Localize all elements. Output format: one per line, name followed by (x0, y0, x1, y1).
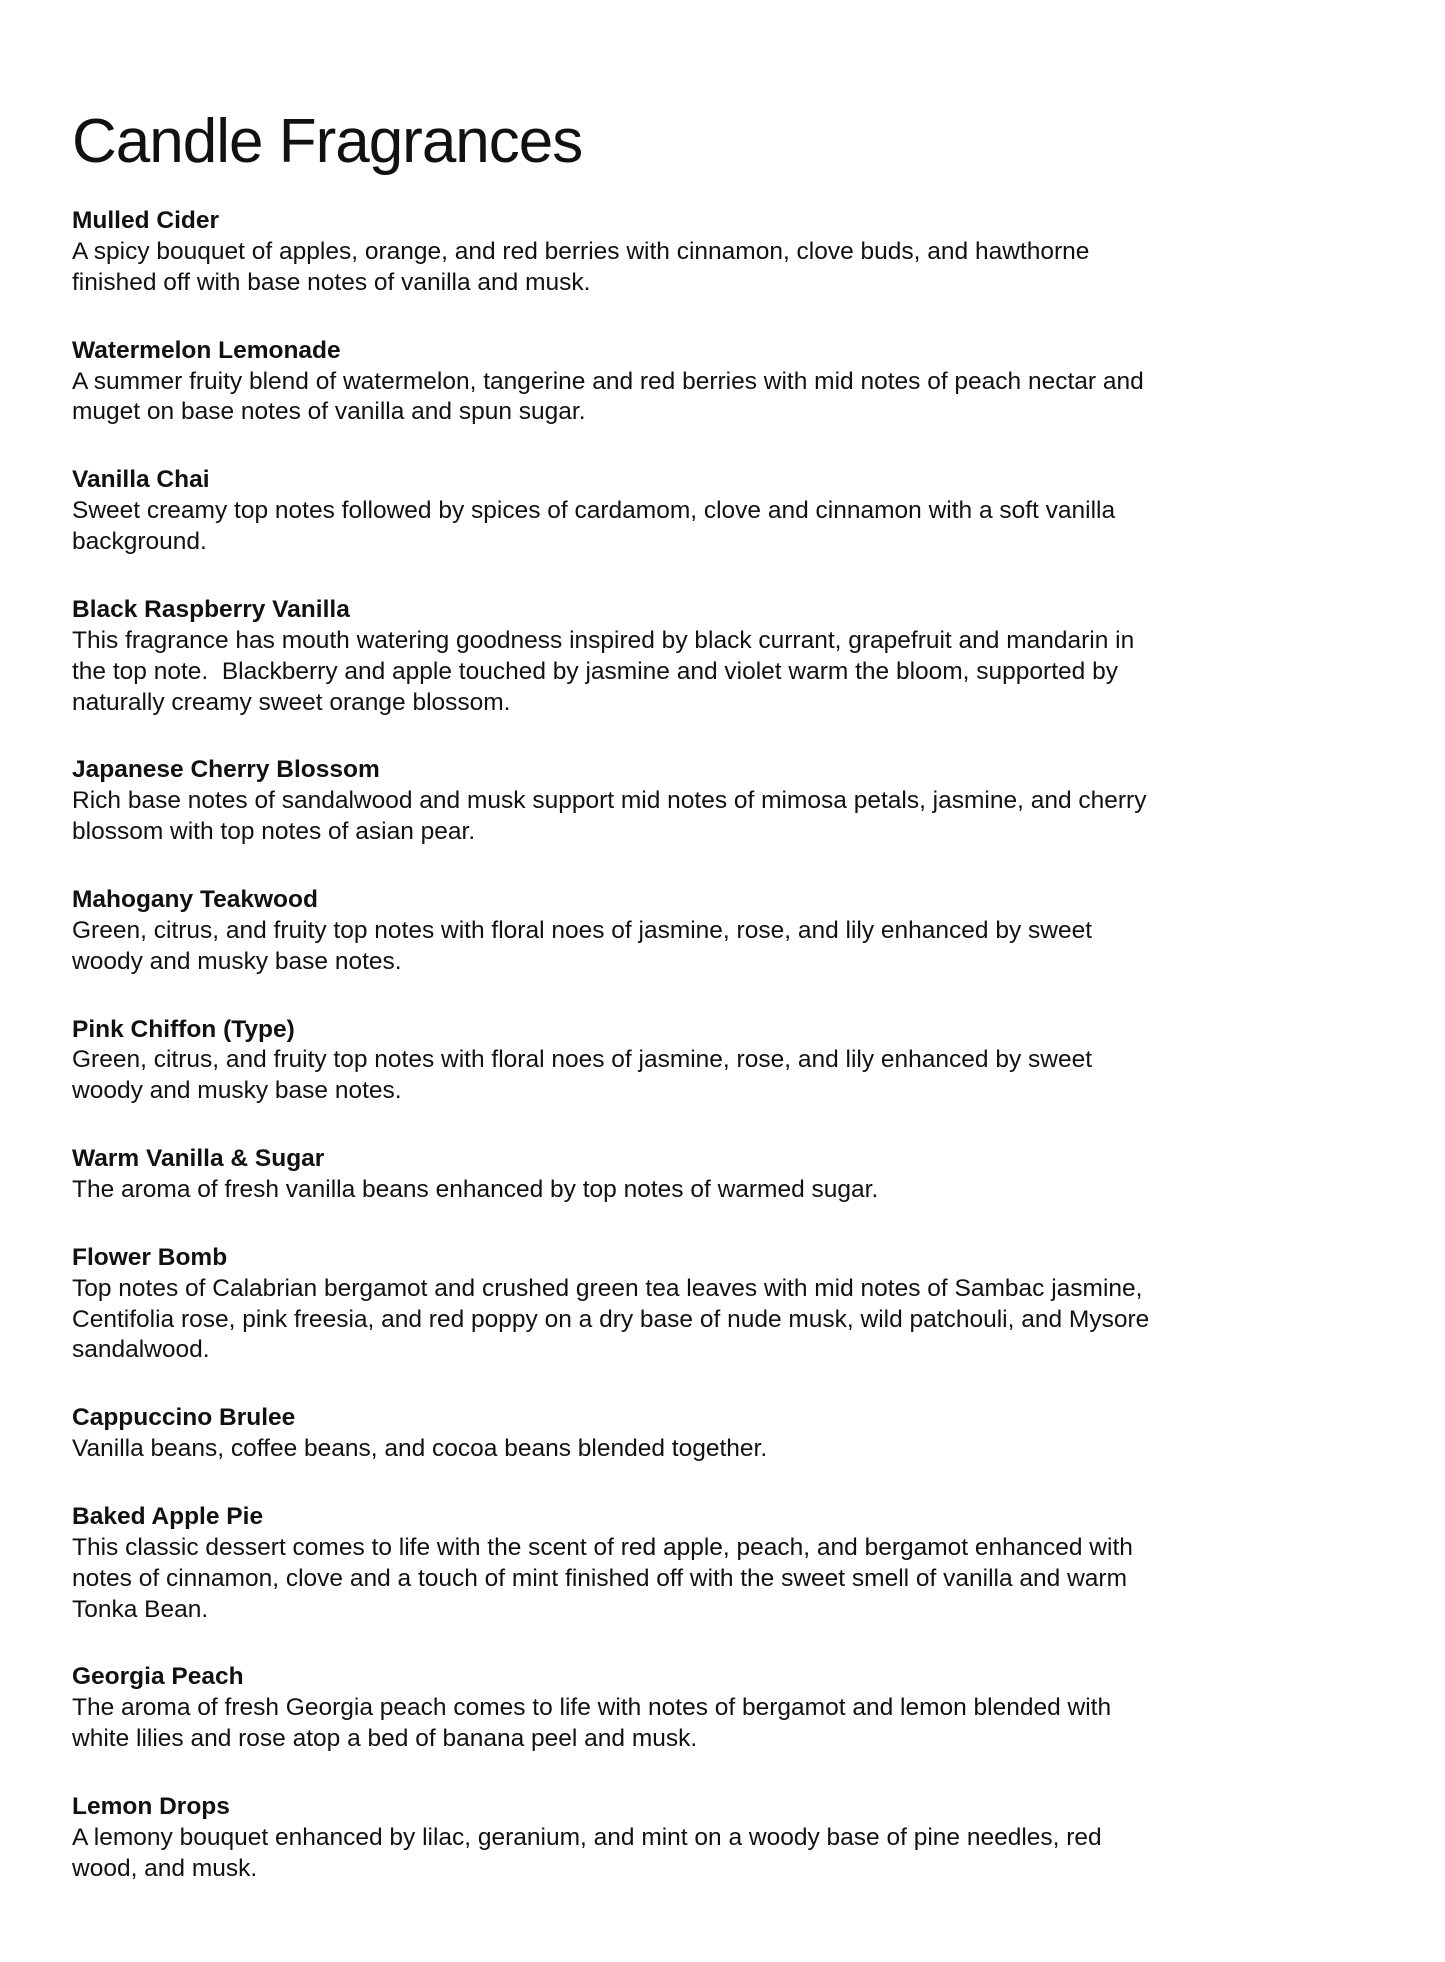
fragrance-name: Georgia Peach (72, 1663, 244, 1691)
fragrance-section (72, 1144, 1164, 1206)
fragrance-name: Cappuccino Brulee (72, 1404, 296, 1432)
fragrance-name: Black Raspberry Vanilla (72, 595, 350, 623)
fragrance-description: The aroma of fresh Georgia peach comes to life with notes of bergamot and lemon blended with white lilies and rose atop a bed of banana peel and musk. (72, 1694, 1118, 1753)
fragrance-name: Japanese Cherry Blossom (72, 756, 380, 784)
fragrance-section (72, 1792, 1164, 1885)
fragrance-section (72, 1243, 1164, 1366)
fragrance-description: A lemony bouquet enhanced by lilac, geranium, and mint on a woody base of pine needles, red wood, and musk. (72, 1823, 1109, 1882)
fragrance-section (72, 465, 1164, 558)
fragrance-description: Top notes of Calabrian bergamot and crushed green tea leaves with mid notes of Sambac jasmine, Centifolia rose, pink freesia, and red poppy on a dry base of nude musk, wild patchouli, and Mysore sandalwood. (72, 1274, 1157, 1364)
fragrance-description: A spicy bouquet of apples, orange, and red berries with cinnamon, clove buds, and hawthorne finished off with base notes of vanilla and musk. (72, 238, 1097, 296)
fragrance-description: Rich base notes of sandalwood and musk support mid notes of mimosa petals, jasmine, and cherry blossom with top notes of asian pear. (72, 787, 1154, 846)
fragrance-description: Vanilla beans, coffee beans, and cocoa beans blended together. (72, 1435, 768, 1463)
fragrance-description: Sweet creamy top notes followed by spices of cardamom, clove and cinnamon with a soft vanilla background. (72, 497, 1122, 556)
fragrance-name: Flower Bomb (72, 1243, 228, 1271)
fragrance-name: Warm Vanilla & Sugar (72, 1145, 325, 1173)
fragrance-section (72, 1502, 1164, 1625)
fragrance-name: Vanilla Chai (72, 466, 210, 494)
fragrance-section (72, 206, 1164, 299)
fragrance-name: Lemon Drops (72, 1792, 230, 1820)
fragrance-section (72, 1015, 1164, 1108)
fragrance-section (72, 885, 1164, 978)
fragrance-description: This fragrance has mouth watering goodness inspired by black currant, grapefruit and mandarin in the top note. Blackberry and apple touched by jasmine and violet warm the bloom, supported by naturally creamy sweet orange blossom. (72, 626, 1142, 716)
fragrance-name: Baked Apple Pie (72, 1502, 264, 1530)
fragrance-description: This classic dessert comes to life with the scent of red apple, peach, and bergamot enhanced with notes of cinnamon, clove and a touch of mint finished off with the sweet smell of vanilla and warm Tonka Bean. (72, 1533, 1140, 1623)
fragrance-description: A summer fruity blend of watermelon, tangerine and red berries with mid notes of peach nectar and muget on base notes of vanilla and spun sugar. (72, 367, 1151, 426)
fragrance-description: The aroma of fresh vanilla beans enhanced by top notes of warmed sugar. (72, 1175, 879, 1203)
fragrance-section (72, 336, 1164, 429)
fragrance-section (72, 755, 1164, 848)
page-title: Candle Fragrances (72, 107, 583, 176)
fragrance-description: Green, citrus, and fruity top notes with floral noes of jasmine, rose, and lily enhanced by sweet woody and musky base notes. (72, 1046, 1099, 1105)
fragrance-list (72, 206, 1164, 1884)
fragrance-name: Mahogany Teakwood (72, 885, 318, 913)
fragrance-name: Watermelon Lemonade (72, 336, 341, 364)
fragrance-name: Mulled Cider (72, 207, 220, 235)
fragrance-section (72, 1662, 1164, 1755)
fragrance-section (72, 1403, 1164, 1465)
fragrance-section (72, 595, 1164, 718)
fragrance-name: Pink Chiffon (Type) (72, 1015, 295, 1043)
fragrance-description: Green, citrus, and fruity top notes with floral noes of jasmine, rose, and lily enhanced by sweet woody and musky base notes. (72, 916, 1099, 975)
